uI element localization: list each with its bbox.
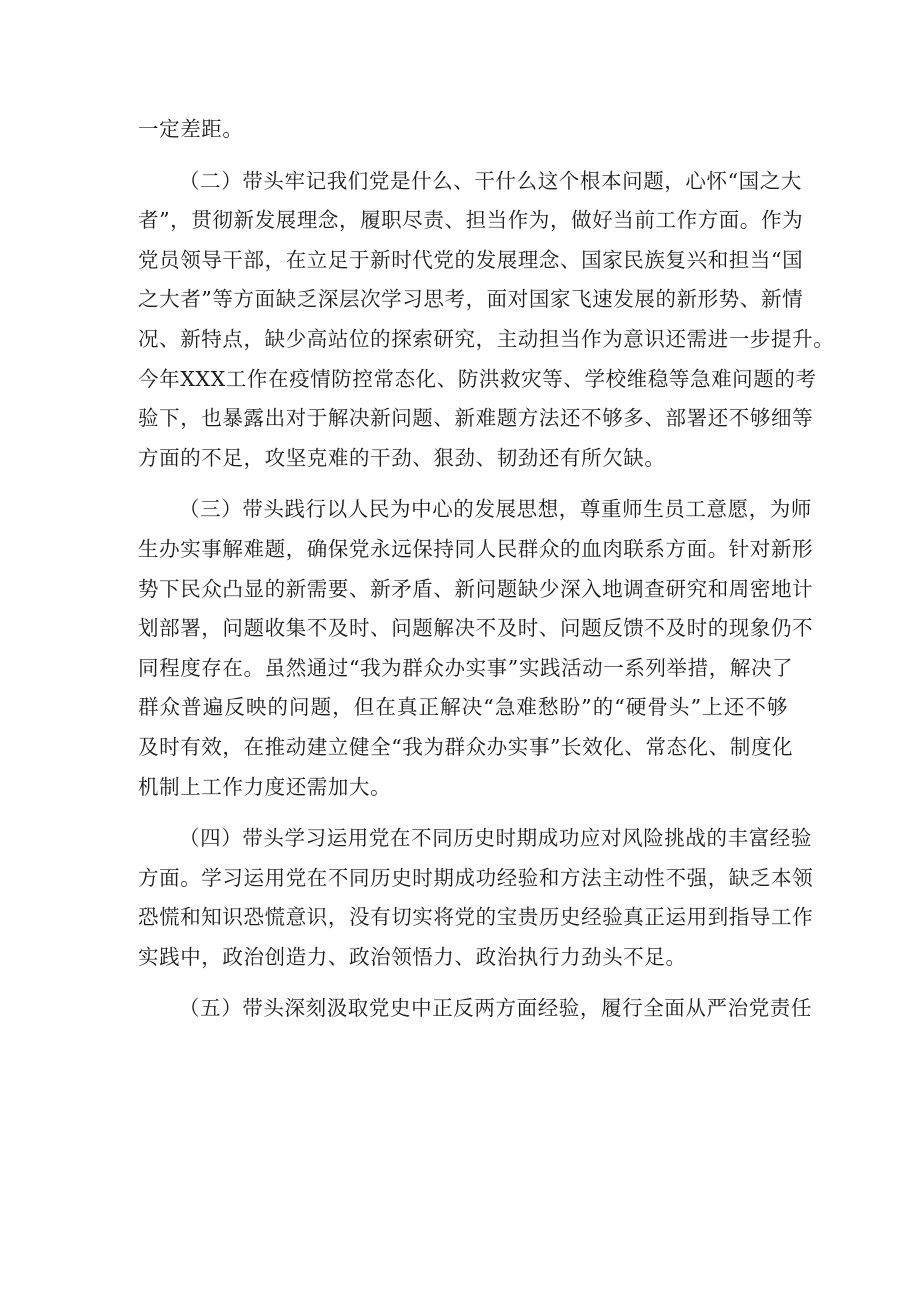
text-line: 方面的不足，攻坚克难的干劲、狠劲、韧劲还有所欠缺。 <box>138 445 666 470</box>
document-body <box>138 110 835 1041</box>
text-line: 恐慌和知识恐慌意识，没有切实将党的宝贵历史经验真正运用到指导工作 <box>138 905 814 930</box>
paragraph <box>138 490 814 807</box>
paragraph <box>138 819 814 977</box>
text-line: 党员领导干部，在立足于新时代党的发展理念、国家民族复兴和担当“国 <box>138 247 804 272</box>
text-line: （四）带头学习运用党在不同历史时期成功应对风险挑战的丰富经验 <box>179 826 812 851</box>
text-line: （三）带头践行以人民为中心的发展思想，尊重师生员工意愿，为师 <box>179 497 812 522</box>
text-line: 及时有效，在推动建立健全“我为群众办实事”长效化、常态化、制度化 <box>138 734 794 759</box>
paragraph <box>138 989 812 1029</box>
text-line: 机制上工作力度还需加大。 <box>138 774 392 799</box>
text-line: 一定差距。 <box>138 117 244 141</box>
text-line: 况、新特点，缺少高站位的探索研究，主动担当作为意识还需进一步提升。 <box>138 326 835 351</box>
text-line: （二）带头牢记我们党是什么、干什么这个根本问题，心怀“国之大 <box>179 168 802 193</box>
text-line: 划部署，问题收集不及时、问题解决不及时、问题反馈不及时的现象仍不 <box>138 616 814 641</box>
text-line: 群众普遍反映的问题，但在真正解决“急难愁盼”的“硬骨头”上还不够 <box>138 695 788 720</box>
text-line: 实践中，政治创造力、政治领悟力、政治执行力劲头不足。 <box>138 944 687 969</box>
text-line: 方面。学习运用党在不同历史时期成功经验和方法主动性不强，缺乏本领 <box>138 865 814 890</box>
text-line: 今年XXX工作在疫情防控常态化、防洪救灾等、学校维稳等急难问题的考 <box>138 366 817 391</box>
text-line: （五）带头深刻汲取党史中正反两方面经验，履行全面从严治党责任 <box>179 996 812 1021</box>
text-line: 验下，也暴露出对于解决新问题、新难题方法还不够多、部署还不够细等 <box>138 406 814 431</box>
text-line: 同程度存在。虽然通过“我为群众办实事”实践活动一系列举措，解决了 <box>138 655 794 680</box>
paragraph <box>138 162 835 479</box>
text-line: 之大者”等方面缺乏深层次学习思考，面对国家飞速发展的新形势、新情 <box>138 287 804 312</box>
text-line: 者”，贯彻新发展理念，履职尽责、担当作为，做好当前工作方面。作为 <box>138 208 804 233</box>
text-line: 势下民众凸显的新需要、新矛盾、新问题缺少深入地调查研究和周密地计 <box>138 576 814 601</box>
paragraph <box>138 110 788 150</box>
text-line: 生办实事解难题，确保党永远保持同人民群众的血肉联系方面。针对新形 <box>138 536 814 561</box>
